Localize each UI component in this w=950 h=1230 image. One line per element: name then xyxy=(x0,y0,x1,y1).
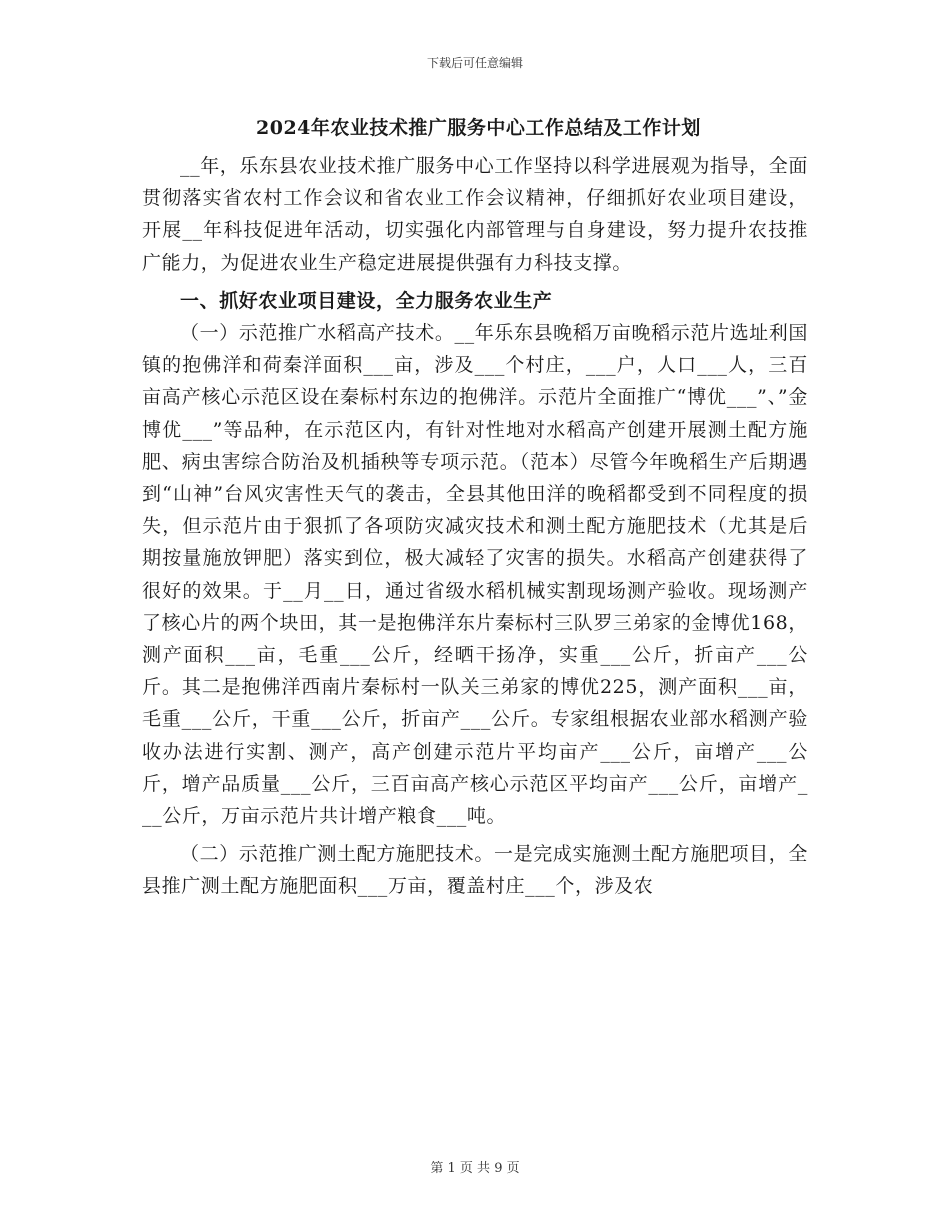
section1-item2-paragraph: （二）示范推广测土配方施肥技术。一是完成实施测土配方施肥项目，全县推广测土配方施肥面积___万亩，覆盖村庄___个，涉及农 xyxy=(142,843,808,898)
page-header: 下载后可任意编辑 xyxy=(426,56,523,70)
page-number: 第 1 页 共 9 页 xyxy=(430,1161,520,1176)
intro-paragraph: __年，乐东县农业技术推广服务中心工作坚持以科学进展观为指导，全面贯彻落实省农村工作会议和省农业工作会议精神，仔细抓好农业项目建设，开展__年科技促进年活动，切实强化内部管理与自身建设，努力提升农技推广能力，为促进农业生产稳定进展提供强有力科技支撑。 xyxy=(142,155,808,274)
document-body xyxy=(142,112,808,903)
document-title: 2024年农业技术推广服务中心工作总结及工作计划 xyxy=(256,117,701,139)
section-heading-1: 一、抓好农业项目建设，全力服务农业生产 xyxy=(180,289,553,312)
section1-item1-paragraph: （一）示范推广水稻高产技术。__年乐东县晚稻万亩晚稻示范片选址利国镇的抱佛洋和荷秦洋面积___亩，涉及___个村庄，___户，人口___人，三百亩高产核心示范区设在秦标村东边的抱佛洋。示范片全面推广“博优___”、”金博优___”等品种，在示范区内，有针对性地对水稻高产创建开展测土配方施肥、病虫害综合防治及机插秧等专项示范。（范本）尽管今年晚稻生产后期遇到“山神”台风灾害性天气的袭击，全县其他田洋的晚稻都受到不同程度的损失，但示范片由于狠抓了各项防灾减灾技术和测土配方施肥技术（尤其是后期按量施放钾肥）落实到位，极大减轻了灾害的损失。水稻高产创建获得了很好的效果。于__月__日，通过省级水稻机械实割现场测产验收。现场测产了核心片的两个块田，其一是抱佛洋东片秦标村三队罗三弟家的金博优168，测产面积___亩，毛重___公斤，经晒干扬净，实重___公斤，折亩产___公斤。其二是抱佛洋西南片秦标村一队关三弟家的博优225，测产面积___亩，毛重___公斤，干重___公斤，折亩产___公斤。专家组根据农业部水稻测产验收办法进行实割、测产，高产创建示范片平均亩产___公斤，亩增产___公斤，增产品质量___公斤，三百亩高产核心示范区平均亩产___公斤，亩增产___公斤，万亩示范片共计增产粮食___吨。 xyxy=(142,322,808,828)
